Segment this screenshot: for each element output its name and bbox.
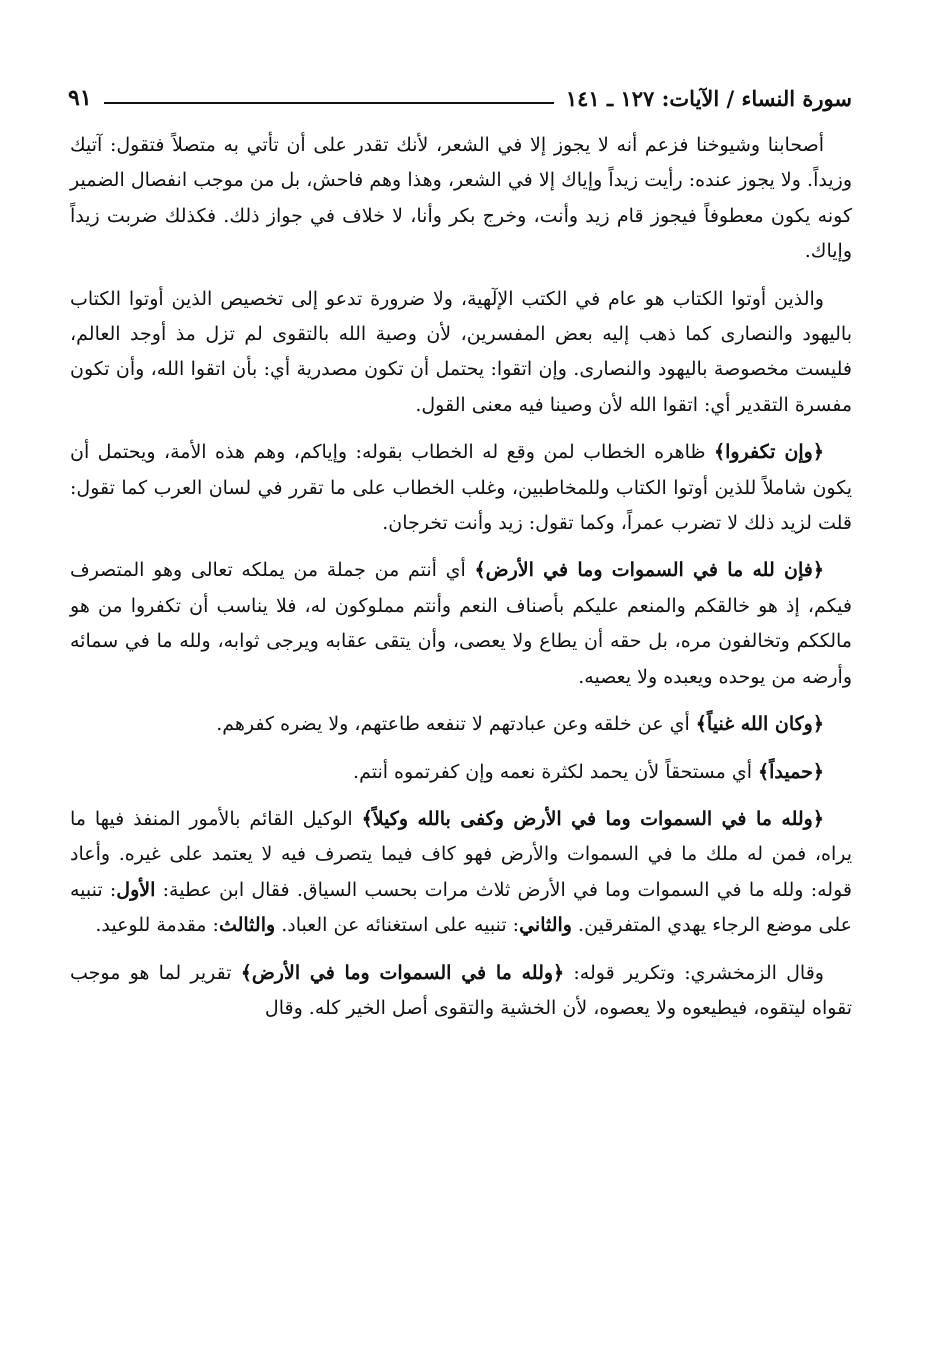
- text-run: وقال الزمخشري: وتكرير قوله:: [564, 961, 824, 984]
- text-run: أي أنتم من جملة من يملكه تعالى وهو المتصرف فيكم، إذ هو خالقكم والمنعم عليكم بأصناف النعم وأنتم مملوكون له، فلا يناسب أن تكفروا من هو مالككم وتخالفون مره، بل حقه أن يطاع ولا يعصى، وأن يتقى عقابه ويرجى ثوابه، ولله ما في سمائه وأرضه من يوحده ويعبده ولا يعصيه.: [70, 559, 852, 688]
- text-run: الوكيل القائم بالأمور المنفذ فيها ما يراه، فمن له ملك ما في السموات والأرض فهو كاف فيما يتصرف فيه لا يعتمد على غيره. وأعاد قوله: ولله ما في السموات وما في الأرض ثلاث مرات بحسب السياق. فقال ابن عطية:: [70, 807, 852, 901]
- text-run: والذين أوتوا الكتاب هو عام في الكتب الإلٓهية، ولا ضرورة تدعو إلى تخصيص الذين أوتوا الكتاب باليهود والنصارى كما ذهب إليه بعض المفسرين، لأن وصية الله بالتقوى لم تزل مذ أوجد العالم، فليست مخصوصة باليهود والنصارى. وإن اتقوا: يحتمل أن تكون مصدرية أي: بأن اتقوا الله، وأن تكون مفسرة التقدير أي: اتقوا الله لأن وصينا فيه معنى القول.: [70, 287, 852, 416]
- page-header: [68, 78, 852, 118]
- paragraph: [70, 755, 852, 790]
- bold-phrase: ﴿حميداً﴾: [758, 760, 824, 783]
- bold-phrase: والثالث: [218, 914, 276, 937]
- page-number: ٩١: [68, 85, 92, 111]
- paragraph: [70, 802, 852, 944]
- running-title: سورة النساء / الآيات: ١٢٧ ـ ١٤١: [565, 85, 852, 111]
- text-run: : تنبيه على موضع الرجاء يهدي المتفرقين.: [70, 878, 852, 937]
- bold-phrase: ﴿ولله ما في السموات وما في الأرض وكفى بالله وكيلاً﴾: [361, 807, 824, 830]
- header-rule: [104, 102, 554, 104]
- paragraph: [70, 435, 852, 541]
- text-run: أصحابنا وشيوخنا فزعم أنه لا يجوز إلا في الشعر، لأنك تقدر على أن تأتي به متصلاً فتقول: آتيك وزيداً. ولا يجوز عنده: رأيت زيداً وإياك إلا في الشعر، وهذا وهم فاحش، بل من موجب انفصال الضمير كونه يكون معطوفاً فيجوز قام زيد وأنت، وخرج بكر وأنا، لا خلاف في جواز ذلك. فكذلك ضربت زيداً وإياك.: [70, 134, 852, 263]
- bold-phrase: والثاني: [519, 914, 572, 937]
- bold-phrase: الأول: [116, 878, 156, 901]
- bold-phrase: ﴿وكان الله غنياً﴾: [695, 713, 824, 736]
- body-text: [70, 128, 852, 1038]
- text-run: تقرير لما هو موجب تقواه ليتقوه، فيطيعوه ولا يعصوه، لأن الخشية والتقوى أصل الخير كله. وقال: [70, 961, 852, 1019]
- text-run: أي مستحقاً لأن يحمد لكثرة نعمه وإن كفرتموه أنتم.: [353, 760, 759, 783]
- paragraph: [70, 707, 852, 742]
- bold-phrase: ﴿وإن تكفروا﴾: [713, 441, 824, 464]
- text-run: ظاهره الخطاب لمن وقع له الخطاب بقوله: وإياكم، وهم هذه الأمة، ويحتمل أن يكون شاملاً للذين أوتوا الكتاب وللمخاطبين، وغلب الخطاب على ما تقرر في لسان العرب كما تقول: قلت لزيد ذلك لا تضرب عمراً، وكما تقول: زيد وأنت تخرجان.: [70, 441, 852, 535]
- paragraph: [70, 553, 852, 695]
- bold-phrase: ﴿ولله ما في السموات وما في الأرض﴾: [240, 961, 565, 984]
- bold-phrase: ﴿فإن لله ما في السموات وما في الأرض﴾: [474, 559, 824, 582]
- text-run: أي عن خلقه وعن عبادتهم لا تنفعه طاعتهم، ولا يضره كفرهم.: [216, 713, 696, 736]
- text-run: : تنبيه على استغنائه عن العباد.: [275, 914, 520, 937]
- text-run: : مقدمة للوعيد.: [95, 914, 219, 937]
- paragraph: [70, 956, 852, 1027]
- paragraph: [70, 282, 852, 424]
- paragraph: [70, 128, 852, 270]
